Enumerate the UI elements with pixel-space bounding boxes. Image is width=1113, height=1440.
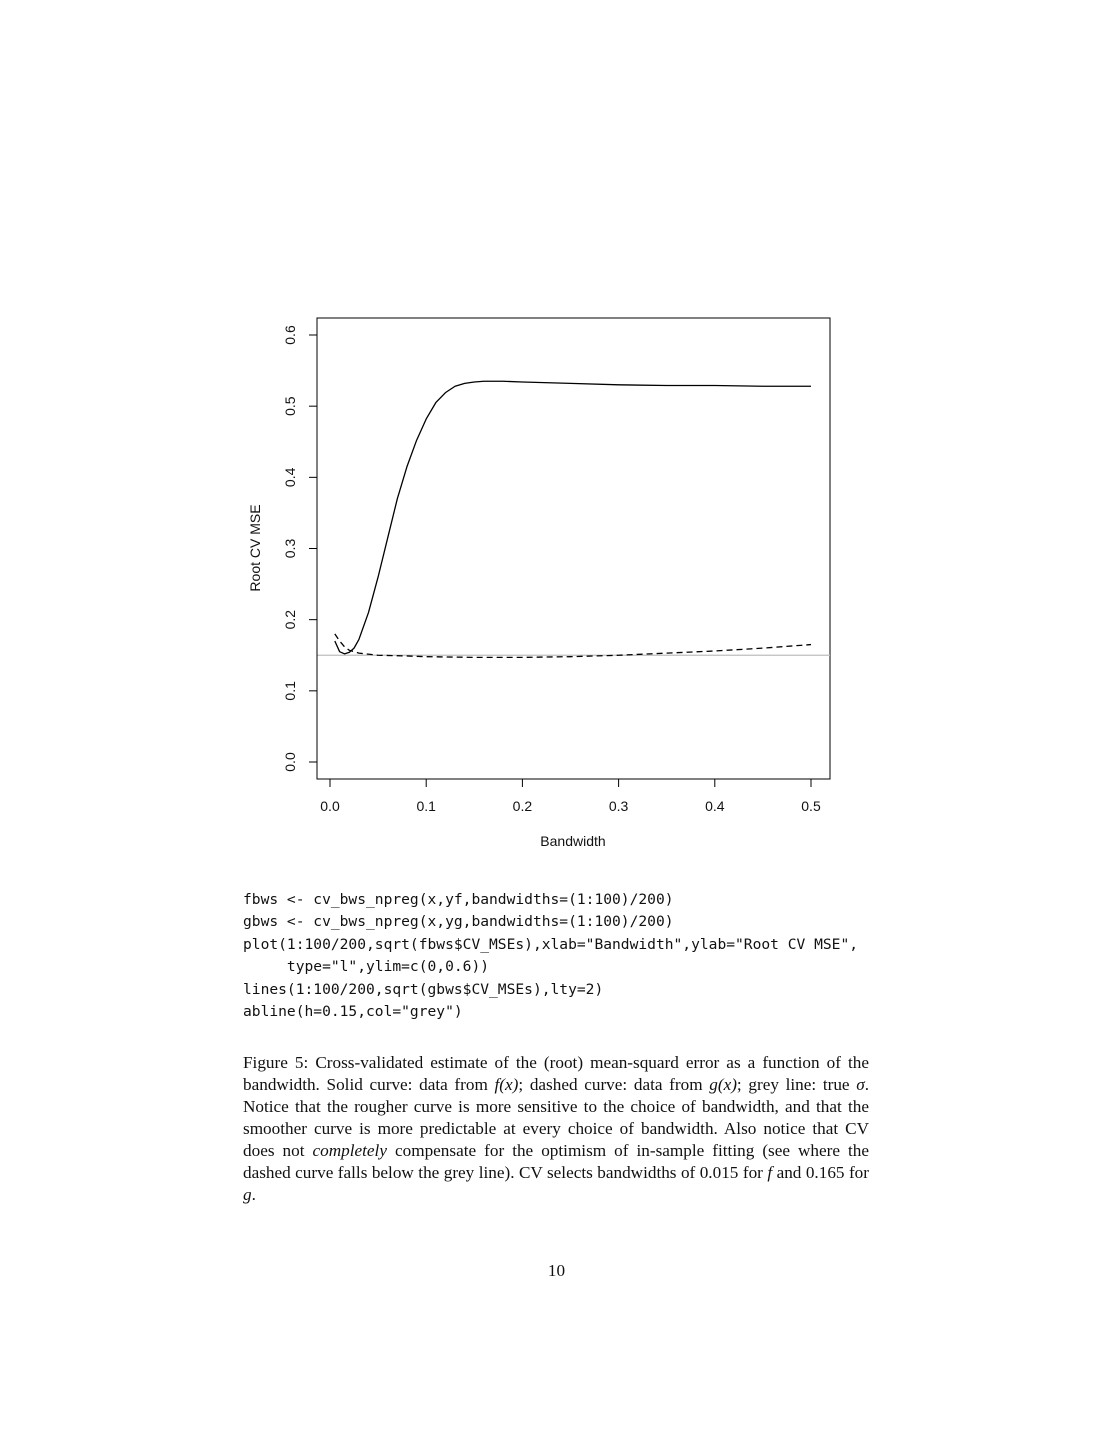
code-line: lines(1:100/200,sqrt(gbws$CV_MSEs),lty=2) (243, 980, 604, 998)
x-tick-label: 0.2 (512, 798, 533, 814)
math-f: f (767, 1163, 773, 1182)
x-tick-label: 0.3 (608, 798, 629, 814)
figure-caption (243, 1052, 869, 1206)
caption-text: . Notice that the rougher curve is more sensitive to the choice of bandwidth, and that the smoother curve is more predictable at every choice of bandwidth. Also notice that CV does not (243, 1075, 869, 1160)
x-tick-label: 0.5 (801, 798, 821, 814)
code-line: gbws <- cv_bws_npreg(x,yg,bandwidths=(1:100)/200) (243, 913, 674, 931)
cv-mse-chart (230, 300, 870, 870)
y-tick-label: 0.0 (282, 752, 298, 772)
y-axis (282, 325, 317, 772)
math-gx: g(x) (709, 1075, 737, 1094)
page-number: 10 (547, 1261, 566, 1280)
figure-label: Figure 5: (243, 1053, 309, 1072)
code-line: fbws <- cv_bws_npreg(x,yf,bandwidths=(1:100)/200) (243, 891, 674, 908)
y-axis-title: Root CV MSE (247, 504, 263, 592)
y-tick-label: 0.2 (282, 609, 298, 630)
x-tick-label: 0.0 (320, 798, 340, 814)
x-tick-label: 0.4 (705, 798, 725, 814)
y-tick-label: 0.3 (282, 538, 298, 559)
code-listing (243, 889, 858, 1023)
y-tick-label: 0.1 (282, 681, 298, 701)
caption-emphasis: completely (312, 1141, 387, 1160)
caption-text: . (251, 1185, 256, 1204)
caption-text: compensate for the optimism of in-sample fitting (see where the dashed curve falls below the grey line). CV selects bandwidths of 0.015 for (243, 1141, 870, 1182)
code-line: abline(h=0.15,col="grey") (243, 1003, 463, 1021)
caption-text: ; grey line: true (736, 1075, 857, 1094)
math-g: g (243, 1185, 252, 1204)
y-tick-label: 0.6 (282, 325, 298, 345)
series-lines (335, 381, 811, 657)
series-line-dashed (335, 634, 811, 657)
caption-text: and 0.165 for (772, 1163, 870, 1182)
plot-frame (317, 318, 830, 779)
y-tick-label: 0.5 (282, 396, 298, 416)
y-tick-label: 0.4 (282, 467, 298, 488)
caption-text: ; dashed curve: data from (518, 1075, 710, 1094)
code-line: plot(1:100/200,sqrt(fbws$CV_MSEs),xlab="Bandwidth",ylab="Root CV MSE", (243, 935, 859, 953)
series-line-solid (335, 381, 811, 654)
x-axis-title: Bandwidth (540, 833, 606, 849)
math-fx: f(x) (494, 1075, 519, 1094)
x-axis (320, 779, 821, 814)
code-line: type="l",ylim=c(0,0.6)) (243, 958, 490, 976)
math-sigma: σ (856, 1075, 865, 1094)
caption-text: Cross-validated estimate of the (root) mean-squard error as a function of the bandwidth. Solid curve: data from (243, 1053, 869, 1094)
x-tick-label: 0.1 (416, 798, 436, 814)
